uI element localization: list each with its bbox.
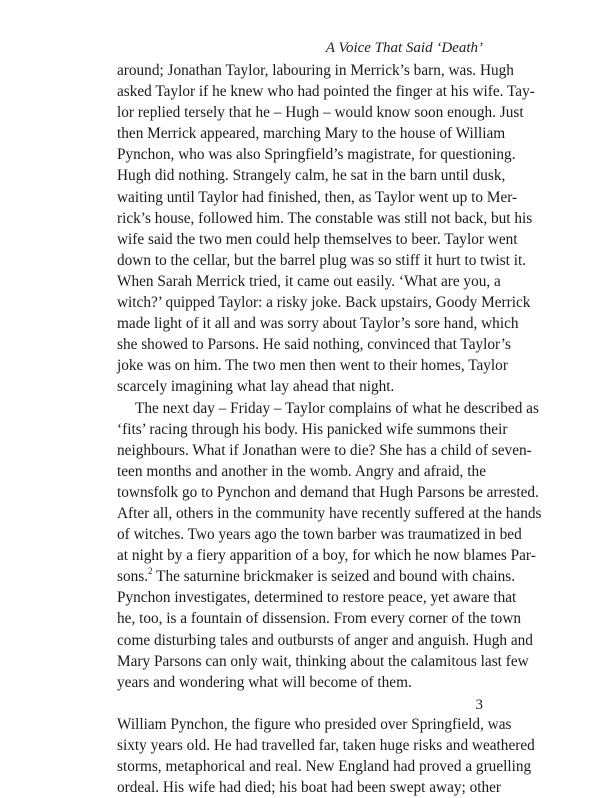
text-line: come disturbing tales and outbursts of anger and anguish. Hugh and	[117, 631, 533, 649]
footnote-reference[interactable]: 2	[148, 566, 153, 577]
text-line: Hugh did nothing. Strangely calm, he sat in the barn until dusk,	[117, 167, 506, 185]
text-fragment: The saturnine brickmaker is seized and bound with chains.	[156, 568, 516, 586]
text-fragment: sons.	[117, 568, 149, 586]
text-line: rick’s house, followed him. The constable was still not back, but his	[117, 209, 533, 227]
text-line: neighbours. What if Jonathan were to die? She has a child of seven-	[117, 441, 532, 459]
text-line: lor replied tersely that he – Hugh – would know soon enough. Just	[117, 104, 524, 122]
text-line: William Pynchon, the figure who presided over Springfield, was	[117, 715, 512, 733]
text-line: When Sarah Merrick tried, it came out easily. ‘What are you, a	[117, 272, 501, 290]
text-line: Mary Parsons can only wait, thinking about the calamitous last few	[117, 652, 529, 670]
text-line: storms, metaphorical and real. New England had proved a gruelling	[117, 758, 532, 775]
text-line: waiting until Taylor had finished, then, as Taylor went up to Mer-	[117, 188, 518, 206]
text-line: joke was on him. The two men then went to their homes, Taylor	[117, 357, 508, 375]
text-line: ordeal. His wife had died; his boat had been swept away; other	[117, 779, 502, 797]
body-text	[117, 60, 542, 798]
paragraph-3	[117, 714, 535, 798]
text-line: After all, others in the community have recently suffered at the hands	[117, 504, 542, 522]
text-line: he, too, is a fountain of dissension. From every corner of the town	[117, 610, 522, 628]
text-line: made light of it all and was sorry about Taylor’s sore hand, which	[117, 315, 519, 333]
text-line: years and wondering what will become of them.	[117, 673, 412, 691]
text-line: of witches. Two years ago the town barber was traumatized in bed	[117, 526, 522, 544]
text-line: scarcely imagining what lay ahead that night.	[117, 378, 395, 396]
text-line: around; Jonathan Taylor, labouring in Merrick’s barn, was. Hugh	[117, 62, 514, 79]
paragraph-1	[117, 60, 535, 398]
text-line: townsfolk go to Pynchon and demand that Hugh Parsons be arrested.	[117, 483, 539, 501]
text-line: The next day – Friday – Taylor complains of what he described as	[135, 399, 539, 417]
text-line: witch?’ quipped Taylor: a risky joke. Back upstairs, Goody Merrick	[117, 294, 531, 312]
text-line: teen months and another in the womb. Angry and afraid, the	[117, 462, 486, 480]
running-head: A Voice That Said ‘Death’	[325, 40, 483, 56]
paragraph-2	[117, 398, 542, 693]
text-line: then Merrick appeared, marching Mary to the house of William	[117, 125, 506, 143]
text-line: Pynchon investigates, determined to restore peace, yet aware that	[117, 589, 517, 607]
text-line: asked Taylor if he knew who had pointed the finger at his wife. Tay-	[117, 83, 535, 101]
text-line: wife said the two men could help themselves to beer. Taylor went	[117, 230, 518, 248]
text-line: at night by a fiery apparition of a boy, for which he now blames Par-	[117, 547, 536, 565]
page-number: 3	[475, 697, 483, 713]
text-line: ‘fits’ racing through his body. His panicked wife summons their	[117, 420, 508, 438]
text-line-with-footnote	[117, 566, 516, 587]
text-line: sixty years old. He had travelled far, taken huge risks and weathered	[117, 736, 535, 754]
text-line: Pynchon, who was also Springfield’s magistrate, for questioning.	[117, 146, 516, 164]
text-line: down to the cellar, but the barrel plug was so stiff it hurt to twist it.	[117, 251, 527, 269]
text-line: she showed to Parsons. He said nothing, convinced that Taylor’s	[117, 336, 511, 354]
